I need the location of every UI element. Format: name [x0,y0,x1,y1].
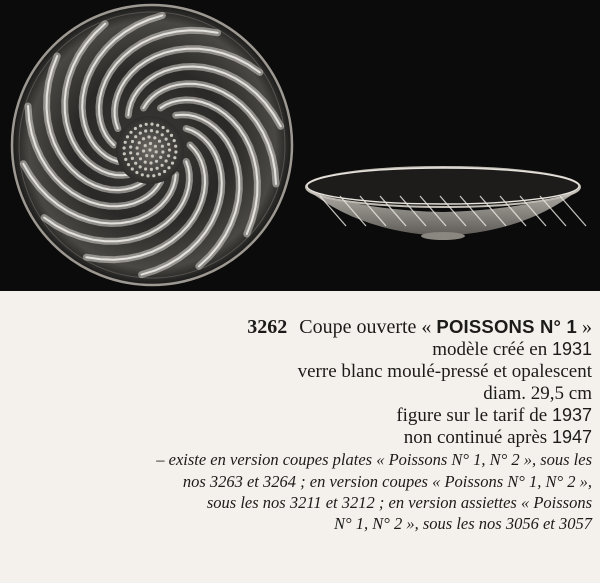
created-year: 1931 [551,339,592,359]
product-photo [0,0,600,291]
bubble-dot [161,150,164,153]
bubble-dot [161,164,164,167]
bubble-dot [136,152,139,155]
bubble-dot [150,123,153,126]
bubble-dot [161,145,164,148]
bubble-dot [144,144,147,147]
bubble-dot [166,129,169,132]
bubble-dot [151,155,154,158]
bubble-dot [129,131,132,134]
bubble-dot [167,154,170,157]
bubble-dot [156,124,159,127]
bubble-dot [170,134,173,137]
bubble-dot [155,150,158,153]
bubble-dot [136,146,139,149]
bubble-dot [150,168,153,171]
bubble-dot [134,127,137,130]
bubble-dot [174,150,177,153]
bubble-dot [149,142,152,145]
bubble-dot [139,165,142,168]
tariff-text: figure sur le tarif de [396,404,548,426]
title-prefix: Coupe ouverte « [299,316,432,338]
discontinued-line [0,428,592,449]
bubble-dot [173,139,176,142]
bubble-dot [150,129,153,132]
versions-line-3: sous les nos 3211 et 3212 ; en version assiettes « Poissons [206,492,592,512]
side-view-bowl [306,167,586,240]
bubble-dot [153,136,156,139]
created-line [0,340,592,361]
bubble-dot [165,159,168,162]
bubble-dot [123,146,126,149]
bubble-dot [158,173,161,176]
bubble-dot [168,148,171,151]
bubble-dot [161,133,164,136]
bubble-dot [145,123,148,126]
bubble-dot [167,143,170,146]
bubble-dot [144,167,147,170]
discontinued-year: 1947 [551,426,592,447]
bubble-dot [124,141,127,144]
bubble-dot [152,174,155,177]
bubble-dot [173,156,176,159]
bubble-dot [165,138,168,141]
bowl-ridge [560,196,586,226]
bubble-dot [139,124,142,127]
bubble-dot [163,170,166,173]
bubble-dot [131,167,134,170]
bubble-dot [139,157,142,160]
bubble-dot [141,173,144,176]
bubble-dot [156,130,159,133]
bubble-dot [174,145,177,148]
model-name: POISSONS N° 1 [436,316,577,337]
bubble-dot [158,140,161,143]
bubble-dot [144,161,147,164]
bubble-dot [134,135,137,138]
bubble-dot [156,167,159,170]
bubble-dot [147,135,150,138]
bubble-dot [159,156,162,159]
bubble-dot [146,174,149,177]
bubble-dot [142,137,145,140]
tariff-year: 1937 [551,404,592,425]
bubble-dot [155,160,158,163]
bubble-dot [123,152,126,155]
bubble-dot [131,140,134,143]
versions-line-2: nos 3263 et 3264 ; en version coupes « Poissons N° 1, N° 2 », [182,471,592,491]
tariff-line [0,406,592,427]
bubble-dot [126,135,129,138]
bubble-dot [162,126,165,129]
bubble-dot [134,162,137,165]
caption-title-line [0,316,592,338]
caption [0,316,592,534]
top-view-plate [12,5,292,285]
versions-line-1: – existe en version coupes plates « Poissons N° 1, N° 2 », sous les [156,450,592,470]
created-text: modèle créé en [432,339,548,360]
bubble-dot [124,158,127,161]
bubble-dot [149,161,152,164]
bubble-dot [145,154,148,157]
versions-line-4: N° 1, N° 2 », sous les nos 3056 et 3057 [334,513,592,533]
bubble-dot [138,141,141,144]
discontinued-text: non continué après [403,426,548,448]
bubble-dot [148,148,151,151]
bubble-dot [131,157,134,160]
bubble-dot [139,132,142,135]
bubble-dot [127,163,130,166]
bubble-dot [171,162,174,165]
reference-number: 3262 [247,316,288,338]
bubble-dot [154,145,157,148]
bubble-dot [129,151,132,154]
photo-illustration [0,0,600,291]
diameter-line: diam. 29,5 cm [483,382,592,404]
bubble-dot [144,129,147,132]
material-line: verre blanc moulé-pressé et opalescent [297,360,592,382]
bubble-dot [129,145,132,148]
title-suffix: » [582,316,592,338]
bubble-dot [142,149,145,152]
bubble-dot [135,171,138,174]
bubble-dot [167,166,170,169]
